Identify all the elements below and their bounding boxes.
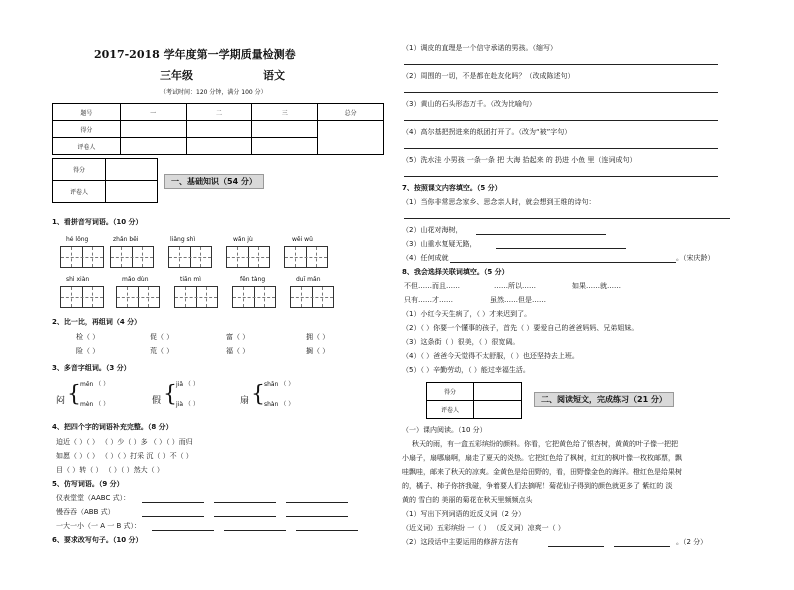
- q2-item[interactable]: 拥（ ）: [306, 333, 330, 341]
- reading-line: 的，橘子、柿子你挤我碰，争着要人们去摘呢！菊花仙子得到的颜色就更多了 紫红的 淡: [402, 482, 673, 490]
- answer-line[interactable]: [404, 120, 718, 121]
- q2-item[interactable]: 检（ ）: [76, 333, 100, 341]
- answer-line[interactable]: [404, 64, 718, 65]
- pinyin-label: zhǎn bēi: [113, 236, 139, 243]
- reading-line: 黄的 雪白的 美丽的菊花在秋天里频频点头: [402, 496, 533, 504]
- exam-info: （考试时间：120 分钟，满分 100 分）: [160, 89, 267, 96]
- score-box-cell[interactable]: [106, 159, 158, 181]
- answer-line[interactable]: [214, 516, 276, 517]
- pinyin-label: wǎn jù: [233, 236, 253, 243]
- pinyin-label: mǎo dùn: [122, 276, 149, 283]
- reading-title: （一）课内阅读。（10 分）: [402, 426, 487, 434]
- q3-char: 闷: [56, 396, 66, 406]
- q8-item[interactable]: （5）（ ）辛勤劳动，（ ）能过幸福生活。: [402, 366, 530, 374]
- q3-char: 扇: [240, 396, 250, 406]
- q2-item[interactable]: 福（ ）: [226, 347, 250, 355]
- brace-icon: {: [251, 382, 265, 407]
- reading-line: 秋天的雨，有一盒五彩缤纷的颜料。你看，它把黄色给了银杏树，黄黄的叶子像一把把: [412, 440, 678, 448]
- score-box-cell[interactable]: [106, 181, 158, 203]
- q2-item[interactable]: 险（ ）: [76, 347, 100, 355]
- q8-option: 只有……才……: [404, 296, 453, 304]
- score-box-label: 评卷人: [427, 401, 474, 419]
- q1-title: 1、看拼音写词语。（10 分）: [52, 218, 143, 226]
- answer-line[interactable]: [404, 176, 718, 177]
- q3-reading[interactable]: mèn （ ）: [80, 401, 110, 408]
- reading-question: （2）这段话中主要运用的修辞方法有: [402, 538, 519, 546]
- score-cell[interactable]: [318, 121, 384, 155]
- score-table-header: 一: [120, 104, 186, 121]
- q3-reading[interactable]: jiǎ （ ）: [176, 381, 199, 388]
- pinyin-label: wēi wǔ: [292, 236, 313, 243]
- score-table-row-label: 评卷人: [53, 138, 121, 155]
- answer-line[interactable]: [214, 502, 276, 503]
- answer-line[interactable]: [286, 516, 348, 517]
- answer-line[interactable]: [142, 502, 204, 503]
- answer-line[interactable]: [496, 248, 626, 249]
- q3-reading[interactable]: mēn （ ）: [80, 381, 110, 388]
- q8-option: 虽然……但是……: [490, 296, 546, 304]
- pinyin-label: shì xiàn: [66, 276, 90, 283]
- q8-option: ……所以……: [494, 282, 536, 290]
- score-table-row-label: 得分: [53, 121, 121, 138]
- subject-label: 语文: [263, 69, 285, 82]
- section2-heading: 二、阅读短文，完成练习（21 分）: [534, 392, 674, 407]
- score-cell[interactable]: [252, 138, 318, 155]
- q2-item[interactable]: 促（ ）: [150, 333, 174, 341]
- pinyin-label: liǎng shì: [170, 236, 196, 243]
- answer-line[interactable]: [450, 262, 676, 263]
- q8-item[interactable]: （4）（ ）爸爸今天觉得不太舒服，（ ）也还坚持去上班。: [402, 352, 579, 360]
- reading-line: 小扇子，扇哪扇啊，扇走了夏天的炎热。它把红色给了枫树，红红的枫叶像一枚枚邮票，飘: [402, 454, 682, 462]
- q8-item[interactable]: （1）小红今天生病了，（ ）才来迟到了。: [402, 310, 532, 318]
- q4-title: 4、把四个字的词语补充完整。（8 分）: [52, 423, 173, 431]
- q4-row[interactable]: 如愿（ ）（ ） （ ）（ ）打采 沉（ ）不（ ）: [56, 452, 193, 460]
- section2-score-box: [426, 382, 522, 419]
- reading-line: 哇飘哇，邮来了秋天的凉爽。金黄色是给田野的，看，田野像金色的海洋。橙红色是给果树: [402, 468, 682, 476]
- q5-row: 一大一小（一 A 一 B 式）：: [56, 522, 141, 530]
- writing-grid[interactable]: [290, 286, 334, 308]
- answer-line[interactable]: [548, 546, 604, 547]
- q6-title: 6、要求改写句子。（10 分）: [52, 536, 143, 544]
- q6-item: （2）周围的一切，不是都在赴友化吗？（改成陈述句）: [402, 72, 575, 80]
- score-table: [52, 103, 384, 155]
- score-box-label: 得分: [53, 159, 106, 181]
- q4-row[interactable]: 迫近（ ）（ ） （ ）少（ ）多 （ ）（ ）而归: [56, 438, 193, 446]
- q7-source: 。（宋庆龄）: [676, 254, 715, 262]
- q7-line: （3）山重水复疑无路，: [402, 240, 477, 248]
- q8-option: 如果……就……: [572, 282, 621, 290]
- section1-score-box: [52, 158, 158, 203]
- q6-item: （3）黄山的石头形态万千。（改为比喻句）: [402, 100, 536, 108]
- q3-char: 假: [152, 396, 162, 406]
- q4-row[interactable]: 目（ ）转（ ） （ ）（ ）然大（ ）: [56, 466, 164, 474]
- q5-row: 慢吞吞（ABB 式）: [56, 508, 115, 516]
- score-box-cell[interactable]: [474, 401, 522, 419]
- q7-line: （1）当你非常思念家乡、思念亲人时，就会想到王维的诗句：: [402, 198, 596, 206]
- score-table-header: 题号: [53, 104, 121, 121]
- section1-heading: 一、基础知识（54 分）: [164, 174, 264, 189]
- score-box-label: 评卷人: [53, 181, 106, 203]
- q7-line: （2）山花对海树，: [402, 226, 463, 234]
- q8-option: 不但……而且……: [404, 282, 460, 290]
- q2-title: 2、比一比，再组词（4 分）: [52, 318, 142, 326]
- score-table-header: 二: [186, 104, 252, 121]
- q2-item[interactable]: 搁（ ）: [306, 347, 330, 355]
- answer-line[interactable]: [614, 546, 670, 547]
- pinyin-label: hé lǒng: [66, 236, 89, 243]
- writing-grid[interactable]: [60, 286, 104, 308]
- score-cell[interactable]: [186, 138, 252, 155]
- q7-line: （4）任何成就: [402, 254, 449, 262]
- writing-grid[interactable]: [284, 246, 328, 268]
- score-cell[interactable]: [120, 121, 186, 138]
- score-table-header: 三: [252, 104, 318, 121]
- q8-title: 8、我会选择关联词填空。（5 分）: [402, 268, 509, 276]
- q2-item[interactable]: 富（ ）: [226, 333, 250, 341]
- answer-line[interactable]: [404, 218, 730, 219]
- q6-item: （1）调皮的直理是一个信守承诺的男孩。（缩写）: [402, 44, 557, 52]
- q2-item[interactable]: 荒（ ）: [150, 347, 174, 355]
- q3-reading[interactable]: shān （ ）: [264, 381, 295, 388]
- q5-title: 5、仿写词语。（9 分）: [52, 480, 124, 488]
- score-cell[interactable]: [252, 121, 318, 138]
- score-cell[interactable]: [186, 121, 252, 138]
- q3-title: 3、多音字组词。（3 分）: [52, 364, 131, 372]
- score-cell[interactable]: [120, 138, 186, 155]
- answer-line[interactable]: [404, 148, 718, 149]
- q3-reading[interactable]: jià （ ）: [176, 401, 199, 408]
- writing-grid[interactable]: [60, 246, 104, 268]
- q5-row: 仪表堂堂（AABC 式）：: [56, 494, 131, 502]
- writing-grid[interactable]: [168, 246, 212, 268]
- reading-question: （1）写出下列词语的近反义词（2 分）: [402, 510, 526, 518]
- writing-grid[interactable]: [226, 246, 270, 268]
- answer-line[interactable]: [404, 92, 718, 93]
- writing-grid[interactable]: [232, 286, 276, 308]
- score-box-cell[interactable]: [474, 383, 522, 401]
- pinyin-label: fēn tàng: [240, 276, 266, 283]
- pinyin-label: tiān mì: [180, 276, 201, 283]
- answer-line[interactable]: [296, 530, 358, 531]
- answer-line[interactable]: [152, 530, 214, 531]
- grade-label: 三年级: [160, 69, 193, 82]
- brace-icon: {: [67, 382, 81, 407]
- answer-line[interactable]: [476, 234, 606, 235]
- q7-title: 7、按照课文内容填空。（5 分）: [402, 184, 502, 192]
- brace-icon: {: [163, 382, 177, 407]
- answer-line[interactable]: [286, 502, 348, 503]
- q8-item[interactable]: （2）（ ）你要一个懂事的孩子，首先（ ）要爱自己的爸爸妈妈、兄弟姐妹。: [402, 324, 639, 332]
- writing-grid[interactable]: [174, 286, 218, 308]
- answer-line[interactable]: [224, 530, 286, 531]
- reading-question[interactable]: （近义词）五彩缤纷 一（ ） （反义词）凉爽一（ ）: [402, 524, 565, 532]
- q8-item[interactable]: （3）这条街（ ）很美，（ ）很宽阔。: [402, 338, 520, 346]
- reading-question-score: 。（2 分）: [676, 538, 708, 546]
- writing-grid[interactable]: [116, 286, 160, 308]
- q6-item: （4）高尔基把拐进来的纸团打开了。（改为“被”字句）: [402, 128, 572, 136]
- q6-item: （5）洗水洼 小男孩 一条一条 把 大海 拾起来 的 扔进 小鱼 里（连词成句）: [402, 156, 637, 164]
- score-box-label: 得分: [427, 383, 474, 401]
- pinyin-label: duī mǎn: [296, 276, 321, 283]
- q3-reading[interactable]: shàn （ ）: [264, 401, 295, 408]
- writing-grid[interactable]: [110, 246, 154, 268]
- answer-line[interactable]: [142, 516, 204, 517]
- exam-title: 2017-2018 学年度第一学期质量检测卷: [94, 48, 296, 61]
- score-table-header: 总分: [318, 104, 384, 121]
